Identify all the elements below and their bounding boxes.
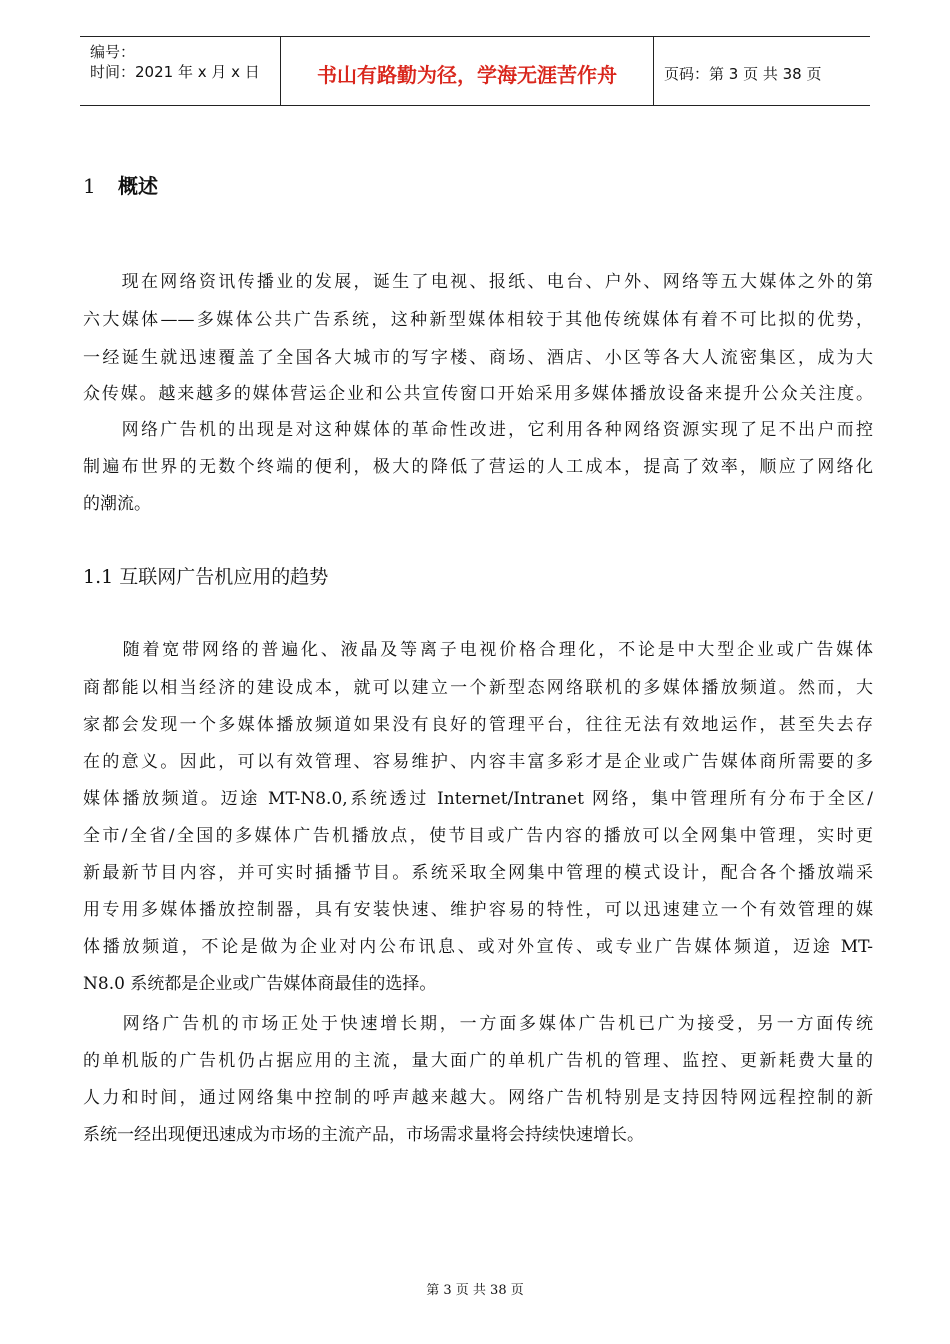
paragraph-line: 系统一经出现便迅速成为市场的主流产品，市场需求量将会持续快速增长。 <box>83 1125 644 1145</box>
paragraph-line: 制遍布世界的无数个终端的便利，极大的降低了营运的人工成本，提高了效率，顺应了网络化 <box>83 457 873 477</box>
paragraph-line: 现在网络资讯传播业的发展，诞生了电视、报纸、电台、户外、网络等五大媒体之外的第 <box>83 272 873 292</box>
paragraph-line: 的潮流。 <box>83 494 151 514</box>
paragraph-line: 全市/全省/全国的多媒体广告机播放点，使节目或广告内容的播放可以全网集中管理，实时更 <box>83 826 873 846</box>
motto-text: 书山有路勤为径，学海无涯苦作舟 <box>317 63 617 87</box>
document-header <box>80 36 870 106</box>
section-title: 概述 <box>117 174 158 198</box>
paragraph-line: 六大媒体——多媒体公共广告系统，这种新型媒体相较于其他传统媒体有着不可比拟的优势， <box>83 310 873 330</box>
paragraph-line: 媒体播放频道。迈途 MT-N8.0,系统透过 Internet/Intranet 网络，集中管理所有分布于全区/ <box>83 789 873 809</box>
paragraph-line: 网络广告机的市场正处于快速增长期，一方面多媒体广告机已广为接受，另一方面传统 <box>83 1014 873 1034</box>
header-page-cell <box>654 37 870 105</box>
number-label: 编号： <box>90 43 136 61</box>
section-heading <box>83 170 158 199</box>
paragraph-line: 网络广告机的出现是对这种媒体的革命性改进，它利用各种网络资源实现了足不出户而控 <box>83 420 873 440</box>
paragraph-line: 的单机版的广告机仍占据应用的主流，量大面广的单机广告机的管理、监控、更新耗费大量的 <box>83 1051 873 1071</box>
paragraph-line: 一经诞生就迅速覆盖了全国各大城市的写字楼、商场、酒店、小区等各大人流密集区，成为大 <box>83 348 873 368</box>
header-motto-cell <box>281 37 654 105</box>
subsection-heading: 1.1 互联网广告机应用的趋势 <box>83 566 329 588</box>
page-footer: 第 3 页 共 38 页 <box>426 1283 524 1298</box>
paragraph-line: 人力和时间，通过网络集中控制的呼声越来越大。网络广告机特别是支持因特网远程控制的新 <box>83 1088 873 1108</box>
paragraph-line: 家都会发现一个多媒体播放频道如果没有良好的管理平台，往往无法有效地运作，甚至失去存 <box>83 715 873 735</box>
paragraph-line: N8.0 系统都是企业或广告媒体商最佳的选择。 <box>83 974 437 994</box>
paragraph-line: 新最新节目内容，并可实时插播节目。系统采取全网集中管理的模式设计，配合各个播放端采 <box>83 863 873 883</box>
paragraph-line: 体播放频道，不论是做为企业对内公布讯息、或对外宣传、或专业广告媒体频道，迈途 MT- <box>83 937 873 957</box>
paragraph-line: 众传媒。越来越多的媒体营运企业和公共宣传窗口开始采用多媒体播放设备来提升公众关注度。 <box>83 384 873 404</box>
section-number: 1 <box>83 174 96 198</box>
time-label: 时间：2021 年 x 月 x 日 <box>90 63 260 81</box>
paragraph-line: 用专用多媒体播放控制器，具有安装快速、维护容易的特性，可以迅速建立一个有效管理的媒 <box>83 900 873 920</box>
paragraph-line: 在的意义。因此，可以有效管理、容易维护、内容丰富多彩才是企业或广告媒体商所需要的多 <box>83 752 873 772</box>
header-info-cell <box>80 37 281 105</box>
header-page-info: 页码：第 3 页 共 38 页 <box>664 65 822 83</box>
paragraph-line: 商都能以相当经济的建设成本，就可以建立一个新型态网络联机的多媒体播放频道。然而，大 <box>83 678 873 698</box>
paragraph-line: 随着宽带网络的普遍化、液晶及等离子电视价格合理化，不论是中大型企业或广告媒体 <box>83 640 873 660</box>
